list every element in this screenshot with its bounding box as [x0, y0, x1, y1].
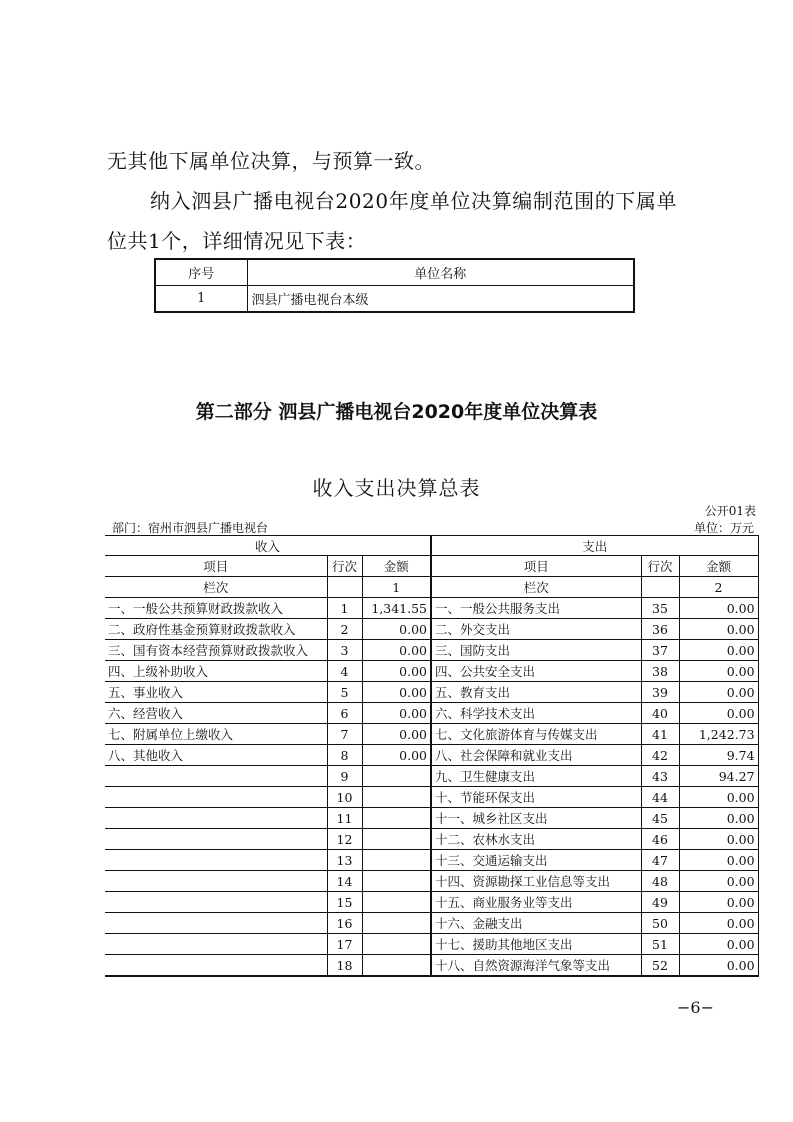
income-row-no: 10	[327, 787, 362, 808]
seq-label-expense: 栏次	[431, 577, 641, 598]
expense-amount: 0.00	[679, 640, 758, 661]
income-item	[105, 913, 327, 934]
table-row	[105, 829, 758, 850]
income-row-no: 16	[327, 913, 362, 934]
expense-amount: 0.00	[679, 955, 758, 977]
income-row-no: 14	[327, 871, 362, 892]
expense-item: 四、公共安全支出	[431, 661, 641, 682]
unit-label: 单位：万元	[693, 521, 754, 535]
income-amount: 0.00	[362, 682, 431, 703]
seq-blank-income	[327, 577, 362, 598]
seq-income: 1	[362, 577, 431, 598]
expense-row-no: 45	[641, 808, 679, 829]
expense-item: 一、一般公共服务支出	[431, 598, 641, 619]
income-item: 七、附属单位上缴收入	[105, 724, 327, 745]
income-item: 四、上级补助收入	[105, 661, 327, 682]
expense-item: 十五、商业服务业等支出	[431, 892, 641, 913]
income-row-no: 15	[327, 892, 362, 913]
seq-blank-expense	[641, 577, 679, 598]
expense-amount: 0.00	[679, 808, 758, 829]
expense-row-no: 41	[641, 724, 679, 745]
expense-row-no: 51	[641, 934, 679, 955]
expense-item: 五、教育支出	[431, 682, 641, 703]
income-item: 二、政府性基金预算财政拨款收入	[105, 619, 327, 640]
expense-item: 九、卫生健康支出	[431, 766, 641, 787]
unit-name: 泗县广播电视台本级	[247, 286, 634, 313]
table-row	[105, 598, 758, 619]
paragraph-3: 位共1个，详细情况见下表：	[107, 229, 367, 253]
income-item: 三、国有资本经营预算财政拨款收入	[105, 640, 327, 661]
income-row-no: 12	[327, 829, 362, 850]
expense-row-no: 52	[641, 955, 679, 977]
form-code: 公开01表	[704, 504, 756, 518]
unit-seq: 1	[155, 286, 247, 313]
income-amount	[362, 808, 431, 829]
expense-item: 十八、自然资源海洋气象等支出	[431, 955, 641, 977]
income-amount: 0.00	[362, 640, 431, 661]
expense-amount: 0.00	[679, 661, 758, 682]
income-amount: 0.00	[362, 619, 431, 640]
table-row	[105, 913, 758, 934]
table-row	[105, 661, 758, 682]
income-row-no: 6	[327, 703, 362, 724]
col-expense-item: 项目	[431, 556, 641, 577]
income-item: 五、事业收入	[105, 682, 327, 703]
income-amount: 1,341.55	[362, 598, 431, 619]
income-item	[105, 829, 327, 850]
expense-item: 八、社会保障和就业支出	[431, 745, 641, 766]
income-item: 六、经营收入	[105, 703, 327, 724]
expense-row-no: 40	[641, 703, 679, 724]
expense-row-no: 43	[641, 766, 679, 787]
section-expense: 支出	[431, 536, 758, 556]
table-row	[105, 871, 758, 892]
expense-amount: 0.00	[679, 598, 758, 619]
expense-row-no: 42	[641, 745, 679, 766]
section-header-row	[105, 536, 758, 556]
seq-expense: 2	[679, 577, 758, 598]
section-income: 收入	[105, 536, 431, 556]
subordinate-unit-table	[154, 258, 635, 313]
expense-item: 十三、交通运输支出	[431, 850, 641, 871]
income-amount	[362, 871, 431, 892]
paragraph-1: 无其他下属单位决算，与预算一致。	[107, 149, 435, 173]
column-header-row	[105, 556, 758, 577]
col-income-row: 行次	[327, 556, 362, 577]
expense-item: 十、节能环保支出	[431, 787, 641, 808]
expense-row-no: 39	[641, 682, 679, 703]
expense-amount: 94.27	[679, 766, 758, 787]
income-row-no: 17	[327, 934, 362, 955]
expense-row-no: 49	[641, 892, 679, 913]
expense-amount: 1,242.73	[679, 724, 758, 745]
income-amount	[362, 892, 431, 913]
column-seq-row	[105, 577, 758, 598]
expense-item: 十四、资源勘探工业信息等支出	[431, 871, 641, 892]
income-amount: 0.00	[362, 724, 431, 745]
table-row	[105, 745, 758, 766]
income-item	[105, 787, 327, 808]
expense-row-no: 44	[641, 787, 679, 808]
expense-row-no: 35	[641, 598, 679, 619]
expense-item: 二、外交支出	[431, 619, 641, 640]
income-item	[105, 808, 327, 829]
income-amount	[362, 829, 431, 850]
expense-amount: 0.00	[679, 850, 758, 871]
header-seq: 序号	[155, 259, 247, 286]
table-row	[105, 724, 758, 745]
expense-amount: 0.00	[679, 913, 758, 934]
expense-amount: 0.00	[679, 619, 758, 640]
expense-row-no: 46	[641, 829, 679, 850]
income-amount	[362, 934, 431, 955]
income-item: 一、一般公共预算财政拨款收入	[105, 598, 327, 619]
unit-table-header	[155, 259, 634, 286]
seq-label-income: 栏次	[105, 577, 327, 598]
income-expense-table	[105, 535, 759, 977]
expense-amount: 0.00	[679, 682, 758, 703]
col-income-amount: 金额	[362, 556, 431, 577]
income-item	[105, 892, 327, 913]
table-row	[105, 787, 758, 808]
income-row-no: 4	[327, 661, 362, 682]
expense-item: 三、国防支出	[431, 640, 641, 661]
col-expense-amount: 金额	[679, 556, 758, 577]
income-row-no: 8	[327, 745, 362, 766]
income-row-no: 1	[327, 598, 362, 619]
expense-amount: 0.00	[679, 892, 758, 913]
income-row-no: 11	[327, 808, 362, 829]
table-row	[105, 703, 758, 724]
table-row	[105, 640, 758, 661]
page-number: −6−	[677, 998, 714, 1017]
income-row-no: 18	[327, 955, 362, 977]
expense-row-no: 37	[641, 640, 679, 661]
table-row	[105, 619, 758, 640]
income-amount: 0.00	[362, 703, 431, 724]
table-row	[105, 766, 758, 787]
income-item	[105, 766, 327, 787]
expense-amount: 0.00	[679, 829, 758, 850]
table-row	[105, 808, 758, 829]
income-row-no: 7	[327, 724, 362, 745]
income-row-no: 2	[327, 619, 362, 640]
expense-amount: 0.00	[679, 787, 758, 808]
header-unit-name: 单位名称	[247, 259, 634, 286]
income-amount	[362, 850, 431, 871]
income-row-no: 13	[327, 850, 362, 871]
expense-item: 六、科学技术支出	[431, 703, 641, 724]
unit-table-row	[155, 286, 634, 313]
part-title: 第二部分 泗县广播电视台2020年度单位决算表	[195, 401, 598, 423]
income-amount	[362, 913, 431, 934]
expense-row-no: 36	[641, 619, 679, 640]
income-amount	[362, 955, 431, 977]
income-item	[105, 955, 327, 977]
table-row	[105, 934, 758, 955]
table-row	[105, 682, 758, 703]
expense-item: 七、文化旅游体育与传媒支出	[431, 724, 641, 745]
income-amount	[362, 787, 431, 808]
expense-amount: 0.00	[679, 934, 758, 955]
expense-row-no: 38	[641, 661, 679, 682]
income-item	[105, 850, 327, 871]
paragraph-2: 纳入泗县广播电视台2020年度单位决算编制范围的下属单	[150, 189, 678, 213]
expense-row-no: 50	[641, 913, 679, 934]
income-row-no: 9	[327, 766, 362, 787]
income-amount: 0.00	[362, 745, 431, 766]
table-row	[105, 850, 758, 871]
expense-row-no: 48	[641, 871, 679, 892]
income-item: 八、其他收入	[105, 745, 327, 766]
table-title: 收入支出决算总表	[312, 476, 481, 500]
col-income-item: 项目	[105, 556, 327, 577]
income-row-no: 3	[327, 640, 362, 661]
income-item	[105, 934, 327, 955]
expense-item: 十六、金融支出	[431, 913, 641, 934]
expense-amount: 9.74	[679, 745, 758, 766]
expense-item: 十七、援助其他地区支出	[431, 934, 641, 955]
income-item	[105, 871, 327, 892]
expense-item: 十二、农林水支出	[431, 829, 641, 850]
income-amount: 0.00	[362, 661, 431, 682]
income-amount	[362, 766, 431, 787]
income-row-no: 5	[327, 682, 362, 703]
col-expense-row: 行次	[641, 556, 679, 577]
table-row	[105, 892, 758, 913]
department-label: 部门：宿州市泗县广播电视台	[112, 521, 269, 535]
table-row	[105, 955, 758, 977]
expense-amount: 0.00	[679, 871, 758, 892]
expense-row-no: 47	[641, 850, 679, 871]
expense-item: 十一、城乡社区支出	[431, 808, 641, 829]
expense-amount: 0.00	[679, 703, 758, 724]
